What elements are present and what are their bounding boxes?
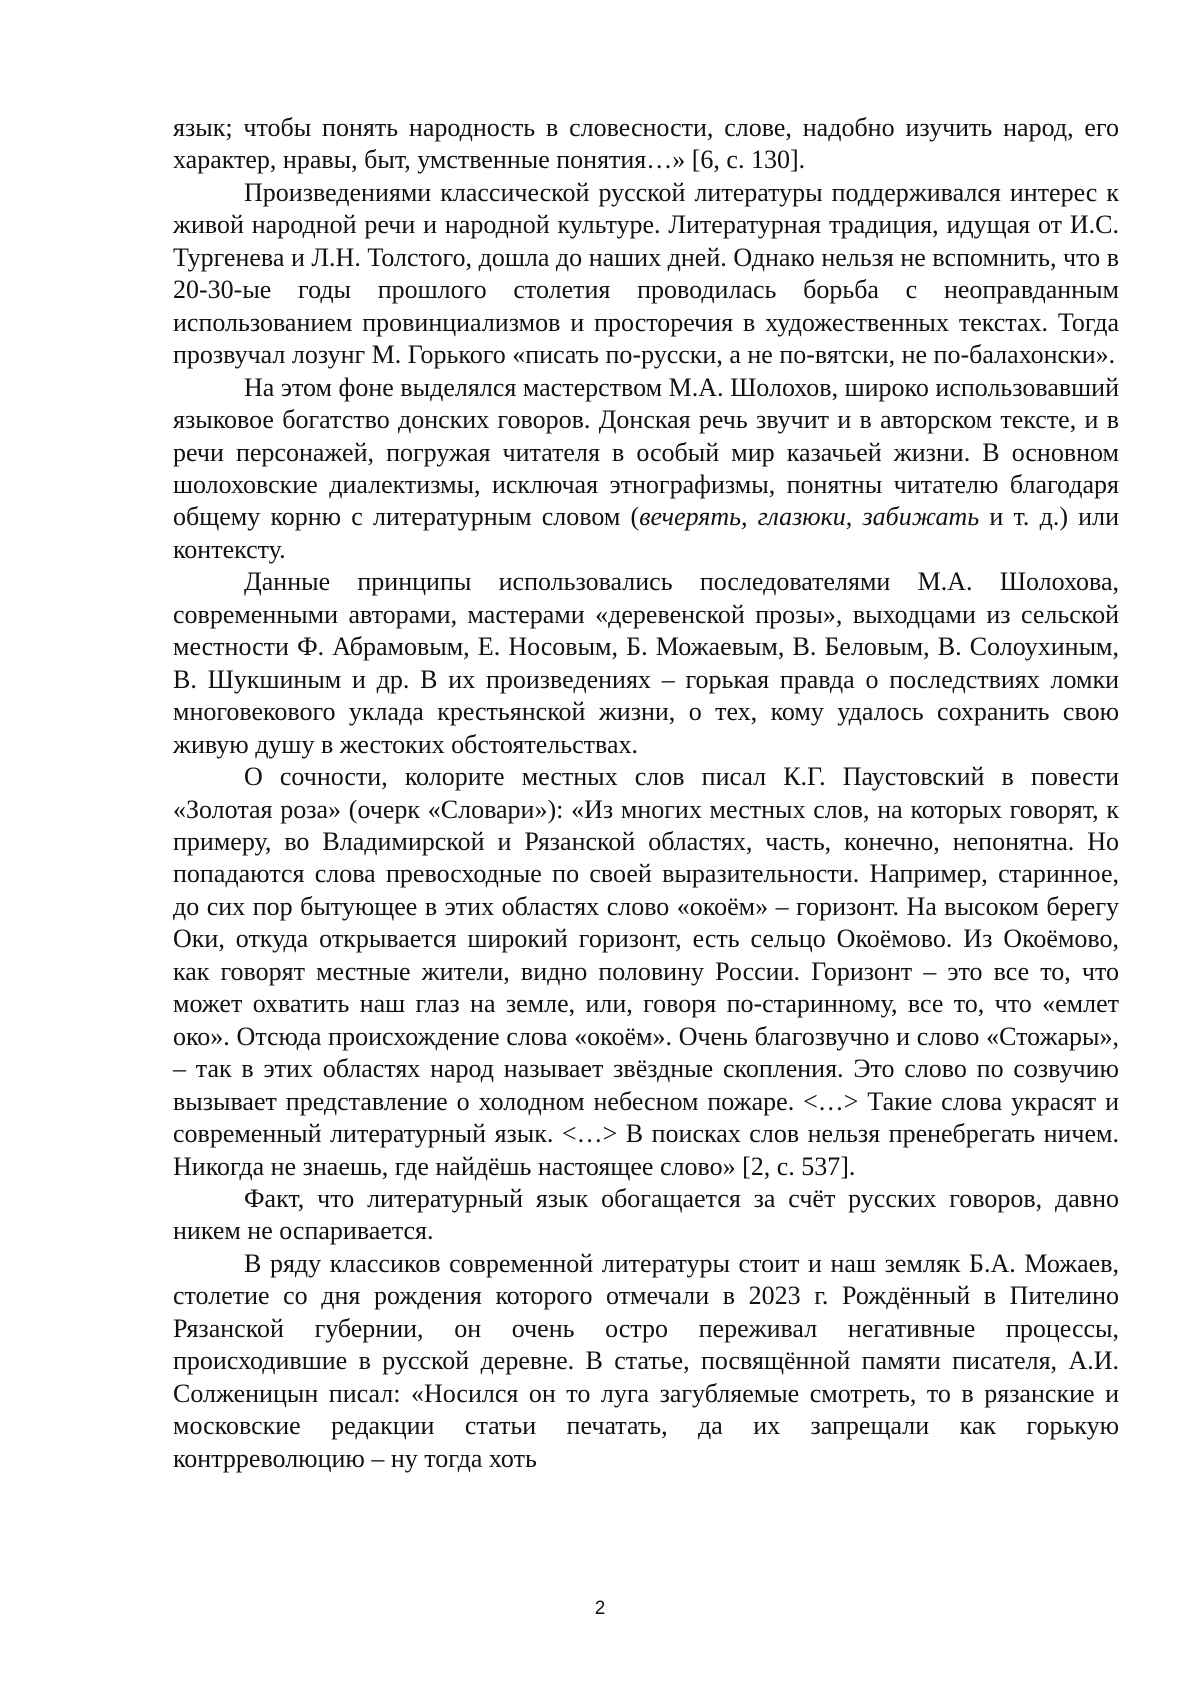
paragraph xyxy=(173,761,1119,1183)
paragraph-text: В ряду классиков современной литературы стоит и наш земляк Б.А. Можаев, столетие со дня рождения которого отмечали в 2023 г. Рождённый в Пителино Рязанской губернии, он очень остро переживал негативные процессы, происходившие в русской деревне. В статье, посвящённой памяти писателя, А.И. Солженицын писал: «Носился он то луга загубляемые смотреть, то в рязанские и московские редакции статьи печатать, да их запрещали как горькую контрреволюцию – ну тогда хоть xyxy=(173,1248,1119,1473)
paragraph xyxy=(173,112,1119,177)
paragraph xyxy=(173,372,1119,567)
paragraph-text: язык; чтобы понять народность в словесности, слове, надобно изучить народ, его характер, нравы, быт, умственные понятия…» [6, с. 130]. xyxy=(173,113,1119,175)
italic-text: вечерять, глазюки, забижать xyxy=(639,502,980,532)
page-number: 2 xyxy=(594,1598,606,1619)
paragraph-text: На этом фоне выделялся мастерством М.А. Шолохов, широко использовавший языковое богатство донских говоров. Донская речь звучит и в авторском тексте, и в речи персонажей, погружая читателя в особый мир казачьей жизни. В основном шолоховские диалектизмы, исключая этнографизмы, понятны читателю благодаря общему корню с литературным словом ( xyxy=(173,372,1119,532)
paragraph-text: и т. д.) или контексту. xyxy=(173,502,1119,564)
paragraph-text: Данные принципы использовались последователями М.А. Шолохова, современными авторами, мастерами «деревенской прозы», выходцами из сельской местности Ф. Абрамовым, Е. Носовым, Б. Можаевым, В. Беловым, В. Солоухиным, В. Шукшиным и др. В их произведениях – горькая правда о последствиях ломки многовекового уклада крестьянской жизни, о тех, кому удалось сохранить свою живую душу в жестоких обстоятельствах. xyxy=(173,567,1119,759)
paragraph-text: О сочности, колорите местных слов писал К.Г. Паустовский в повести «Золотая роза» (очерк «Словари»): «Из многих местных слов, на которых говорят, к примеру, во Владимирской и Рязанской областях, часть, конечно, непонятна. Но попадаются слова превосходные по своей выразительности. Например, старинное, до сих пор бытующее в этих областях слово «окоём» – горизонт. На высоком берегу Оки, откуда открывается широкий горизонт, есть сельцо Окоёмово. Из Окоёмово, как говорят местные жители, видно половину России. Горизонт – это все то, что может охватить наш глаз на земле, или, говоря по-старинному, все то, что «емлет око». Отсюда происхождение слова «окоём». Очень благозвучно и слово «Стожары», – так в этих областях народ называет звёздные скопления. Это слово по созвучию вызывает представление о холодном небесном пожаре. <…> Такие слова украсят и современный литературный язык. <…> В поисках слов нельзя пренебрегать ничем. Никогда не знаешь, где найдёшь настоящее слово» [2, с. 537]. xyxy=(173,762,1119,1181)
paragraph xyxy=(173,177,1119,372)
paragraph xyxy=(173,1248,1119,1475)
paragraph-text: Факт, что литературный язык обогащается за счёт русских говоров, давно никем не оспаривается. xyxy=(173,1183,1119,1246)
body-text xyxy=(173,112,1119,1475)
paragraph-text: Произведениями классической русской литературы поддерживался интерес к живой народной речи и народной культуре. Литературная традиция, идущая от И.С. Тургенева и Л.Н. Толстого, дошла до наших дней. Однако нельзя не вспомнить, что в 20-30-ые годы прошлого столетия проводилась борьба с неоправданным использованием провинциализмов и просторечия в художественных текстах. Тогда прозвучал лозунг М. Горького «писать по-русски, а не по-вятски, не по-балахонски». xyxy=(173,177,1119,370)
paragraph xyxy=(173,566,1119,761)
paragraph xyxy=(173,1183,1119,1248)
